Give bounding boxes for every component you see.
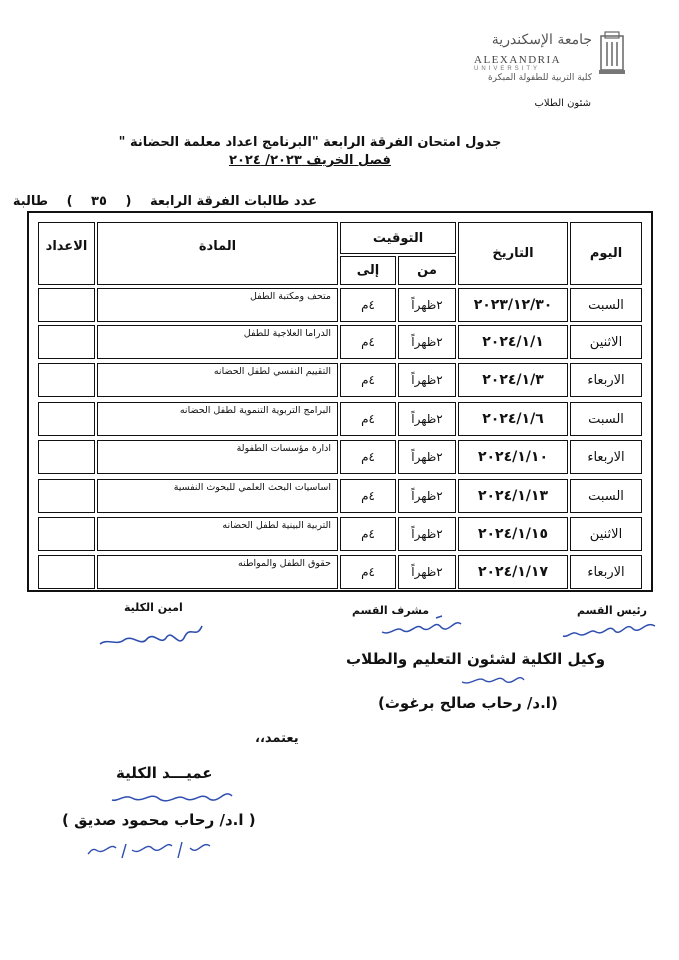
- dean-signature: [108, 786, 238, 812]
- to-time-cell: ٤م: [340, 440, 396, 474]
- date-cell: ٢٠٢٤/١/٦: [458, 402, 568, 436]
- vice-dean-title: وكيل الكلية لشئون التعليم والطلاب: [346, 650, 606, 668]
- count-cell: [38, 517, 95, 551]
- day-cell: السبت: [570, 402, 642, 436]
- subject-cell: التقييم النفسي لطفل الحضانه: [97, 363, 338, 397]
- exam-schedule-table: [27, 211, 653, 592]
- header-subject: المادة: [97, 222, 338, 285]
- department-supervisor-signature: [376, 614, 466, 642]
- date-cell: ٢٠٢٤/١/٣: [458, 363, 568, 397]
- student-count-unit: طالبة: [12, 194, 49, 209]
- from-time-cell: ٢ظهراً: [398, 479, 456, 513]
- approval-label: يعتمد،،: [255, 731, 299, 746]
- to-time-cell: ٤م: [340, 288, 396, 322]
- day-cell: السبت: [570, 288, 642, 322]
- subject-cell: البرامج التربوية التنموية لطفل الحضانه: [97, 402, 338, 436]
- date-cell: ٢٠٢٤/١/١: [458, 325, 568, 359]
- student-count-open-paren: (: [125, 194, 132, 209]
- schedule-title: جدول امتحان الفرقة الرابعة "البرنامج اعداد معلمة الحضانة ": [118, 135, 502, 150]
- header-timing: التوقيت: [340, 222, 456, 254]
- date-cell: ٢٠٢٤/١/١٧: [458, 555, 568, 589]
- count-cell: [38, 440, 95, 474]
- date-cell: ٢٠٢٣/١٢/٣٠: [458, 288, 568, 322]
- subject-cell: متحف ومكتبة الطفل: [97, 288, 338, 322]
- logo-university-name-en: ALEXANDRIA: [474, 54, 562, 66]
- day-cell: الاربعاء: [570, 555, 642, 589]
- day-cell: الاثنين: [570, 517, 642, 551]
- subject-cell: اساسيات البحث العلمي للبحوث النفسية: [97, 479, 338, 513]
- department-label: شئون الطلاب: [534, 98, 591, 109]
- vice-dean-name: (ا.د/ رحاب صالح برغوث): [378, 694, 558, 712]
- subject-cell: حقوق الطفل والمواطنه: [97, 555, 338, 589]
- from-time-cell: ٢ظهراً: [398, 517, 456, 551]
- from-time-cell: ٢ظهراً: [398, 402, 456, 436]
- to-time-cell: ٤م: [340, 402, 396, 436]
- date-cell: ٢٠٢٤/١/١٠: [458, 440, 568, 474]
- student-count: [13, 194, 317, 209]
- from-time-cell: ٢ظهراً: [398, 555, 456, 589]
- date-cell: ٢٠٢٤/١/١٣: [458, 479, 568, 513]
- count-cell: [38, 288, 95, 322]
- header-date: التاريخ: [458, 222, 568, 285]
- subject-cell: ادارة مؤسسات الطفولة: [97, 440, 338, 474]
- count-cell: [38, 363, 95, 397]
- from-time-cell: ٢ظهراً: [398, 440, 456, 474]
- count-cell: [38, 555, 95, 589]
- header-to: إلى: [340, 256, 396, 285]
- day-cell: الاربعاء: [570, 440, 642, 474]
- department-head-label: رئيس القسم: [577, 604, 647, 617]
- university-emblem-icon: [598, 30, 626, 76]
- count-cell: [38, 325, 95, 359]
- subject-cell: التربية البينية لطفل الحضانه: [97, 517, 338, 551]
- to-time-cell: ٤م: [340, 479, 396, 513]
- department-head-signature: [560, 618, 660, 644]
- student-count-close-paren: ): [66, 194, 73, 209]
- count-cell: [38, 479, 95, 513]
- logo-faculty-name: كلية التربية للطفولة المبكرة: [487, 73, 592, 83]
- university-logo: [470, 28, 630, 88]
- header-day: اليوم: [570, 222, 642, 285]
- dean-title: عميـــد الكلية: [116, 764, 213, 782]
- date-cell: ٢٠٢٤/١/١٥: [458, 517, 568, 551]
- dean-name: ( ا.د/ رحاب محمود صديق ): [62, 811, 256, 829]
- to-time-cell: ٤م: [340, 555, 396, 589]
- logo-university-name-ar: جامعة الإسكندرية: [491, 32, 592, 48]
- semester-title: فصل الخريف ٢٠٢٣/ ٢٠٢٤: [229, 153, 391, 168]
- header-from: من: [398, 256, 456, 285]
- to-time-cell: ٤م: [340, 325, 396, 359]
- logo-university-subtitle-en: UNIVERSITY: [474, 66, 541, 72]
- count-cell: [38, 402, 95, 436]
- faculty-secretary-label: امين الكلية: [124, 601, 183, 614]
- from-time-cell: ٢ظهراً: [398, 325, 456, 359]
- from-time-cell: ٢ظهراً: [398, 288, 456, 322]
- header-count: الاعداد: [38, 222, 95, 285]
- vice-dean-signature: [458, 670, 528, 692]
- to-time-cell: ٤م: [340, 517, 396, 551]
- day-cell: الاربعاء: [570, 363, 642, 397]
- faculty-secretary-signature: [96, 620, 208, 652]
- to-time-cell: ٤م: [340, 363, 396, 397]
- dean-date-handwritten: [86, 838, 216, 862]
- subject-cell: الدراما العلاجية للطفل: [97, 325, 338, 359]
- student-count-number: ٣٥: [91, 194, 107, 209]
- day-cell: الاثنين: [570, 325, 642, 359]
- department-supervisor-label: مشرف القسم: [352, 604, 430, 617]
- day-cell: السبت: [570, 479, 642, 513]
- student-count-label: عدد طالبات الفرقة الرابعة: [149, 194, 317, 209]
- from-time-cell: ٢ظهراً: [398, 363, 456, 397]
